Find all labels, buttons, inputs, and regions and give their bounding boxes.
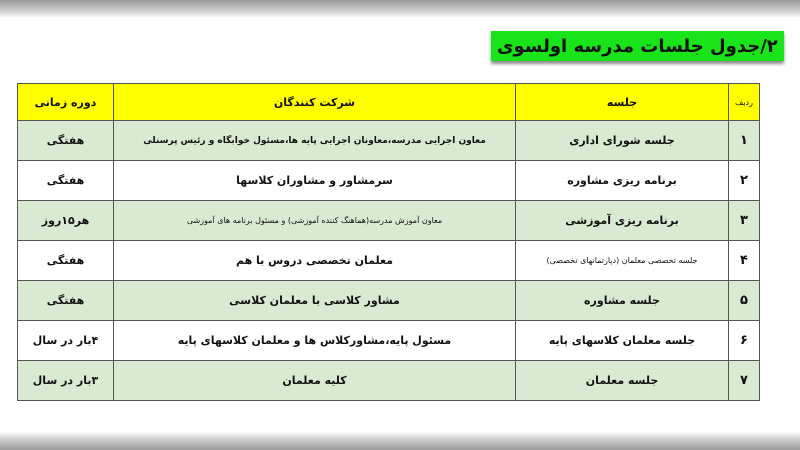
row-session: جلسه تخصصی معلمان (دپارتمانهای تخصصی) bbox=[516, 241, 729, 281]
row-num: ۵ bbox=[729, 281, 760, 321]
header-num: ردیف bbox=[729, 84, 760, 121]
window-top-border bbox=[0, 0, 800, 18]
table-header-row bbox=[18, 84, 760, 121]
row-num: ۳ bbox=[729, 201, 760, 241]
header-period: دوره زمانی bbox=[18, 84, 114, 121]
row-participants: سرمشاور و مشاوران کلاسها bbox=[114, 161, 516, 201]
row-num: ۴ bbox=[729, 241, 760, 281]
row-session: جلسه مشاوره bbox=[516, 281, 729, 321]
row-session: برنامه ریزی آموزشی bbox=[516, 201, 729, 241]
row-num: ۷ bbox=[729, 361, 760, 401]
row-period: هفتگی bbox=[18, 121, 114, 161]
window-bottom-border bbox=[0, 432, 800, 450]
page-title: ۲/جدول جلسات مدرسه اولسوی bbox=[497, 35, 778, 57]
row-period: هفتگی bbox=[18, 281, 114, 321]
row-participants: معاون آموزش مدرسه(هماهنگ کننده آموزشی) و مسئول برنامه های آموزشی bbox=[114, 201, 516, 241]
table-row bbox=[18, 241, 760, 281]
title-highlight bbox=[491, 31, 784, 61]
table-row bbox=[18, 161, 760, 201]
row-participants: کلیه معلمان bbox=[114, 361, 516, 401]
sessions-table bbox=[17, 83, 760, 401]
row-participants: معاون اجرایی مدرسه،معاونان اجرایی پایه ها،مسئول خوابگاه و رئیس پرسنلی bbox=[114, 121, 516, 161]
row-participants: مشاور کلاسی با معلمان کلاسی bbox=[114, 281, 516, 321]
row-session: جلسه معلمان bbox=[516, 361, 729, 401]
row-period: هفتگی bbox=[18, 241, 114, 281]
document-page bbox=[0, 18, 800, 432]
row-session: برنامه ریزی مشاوره bbox=[516, 161, 729, 201]
row-num: ۲ bbox=[729, 161, 760, 201]
header-session: جلسه bbox=[516, 84, 729, 121]
row-period: هفتگی bbox=[18, 161, 114, 201]
table-row bbox=[18, 361, 760, 401]
row-period: ۴بار در سال bbox=[18, 321, 114, 361]
row-period: هر۱۵روز bbox=[18, 201, 114, 241]
row-participants: مسئول پایه،مشاورکلاس ها و معلمان کلاسهای پایه bbox=[114, 321, 516, 361]
row-participants: معلمان تخصصی دروس با هم bbox=[114, 241, 516, 281]
row-num: ۱ bbox=[729, 121, 760, 161]
row-num: ۶ bbox=[729, 321, 760, 361]
row-session: جلسه معلمان کلاسهای پایه bbox=[516, 321, 729, 361]
table-row bbox=[18, 281, 760, 321]
row-session: جلسه شورای اداری bbox=[516, 121, 729, 161]
table-row bbox=[18, 201, 760, 241]
row-period: ۳بار در سال bbox=[18, 361, 114, 401]
header-participants: شرکت کنندگان bbox=[114, 84, 516, 121]
table-row bbox=[18, 321, 760, 361]
table-row bbox=[18, 121, 760, 161]
